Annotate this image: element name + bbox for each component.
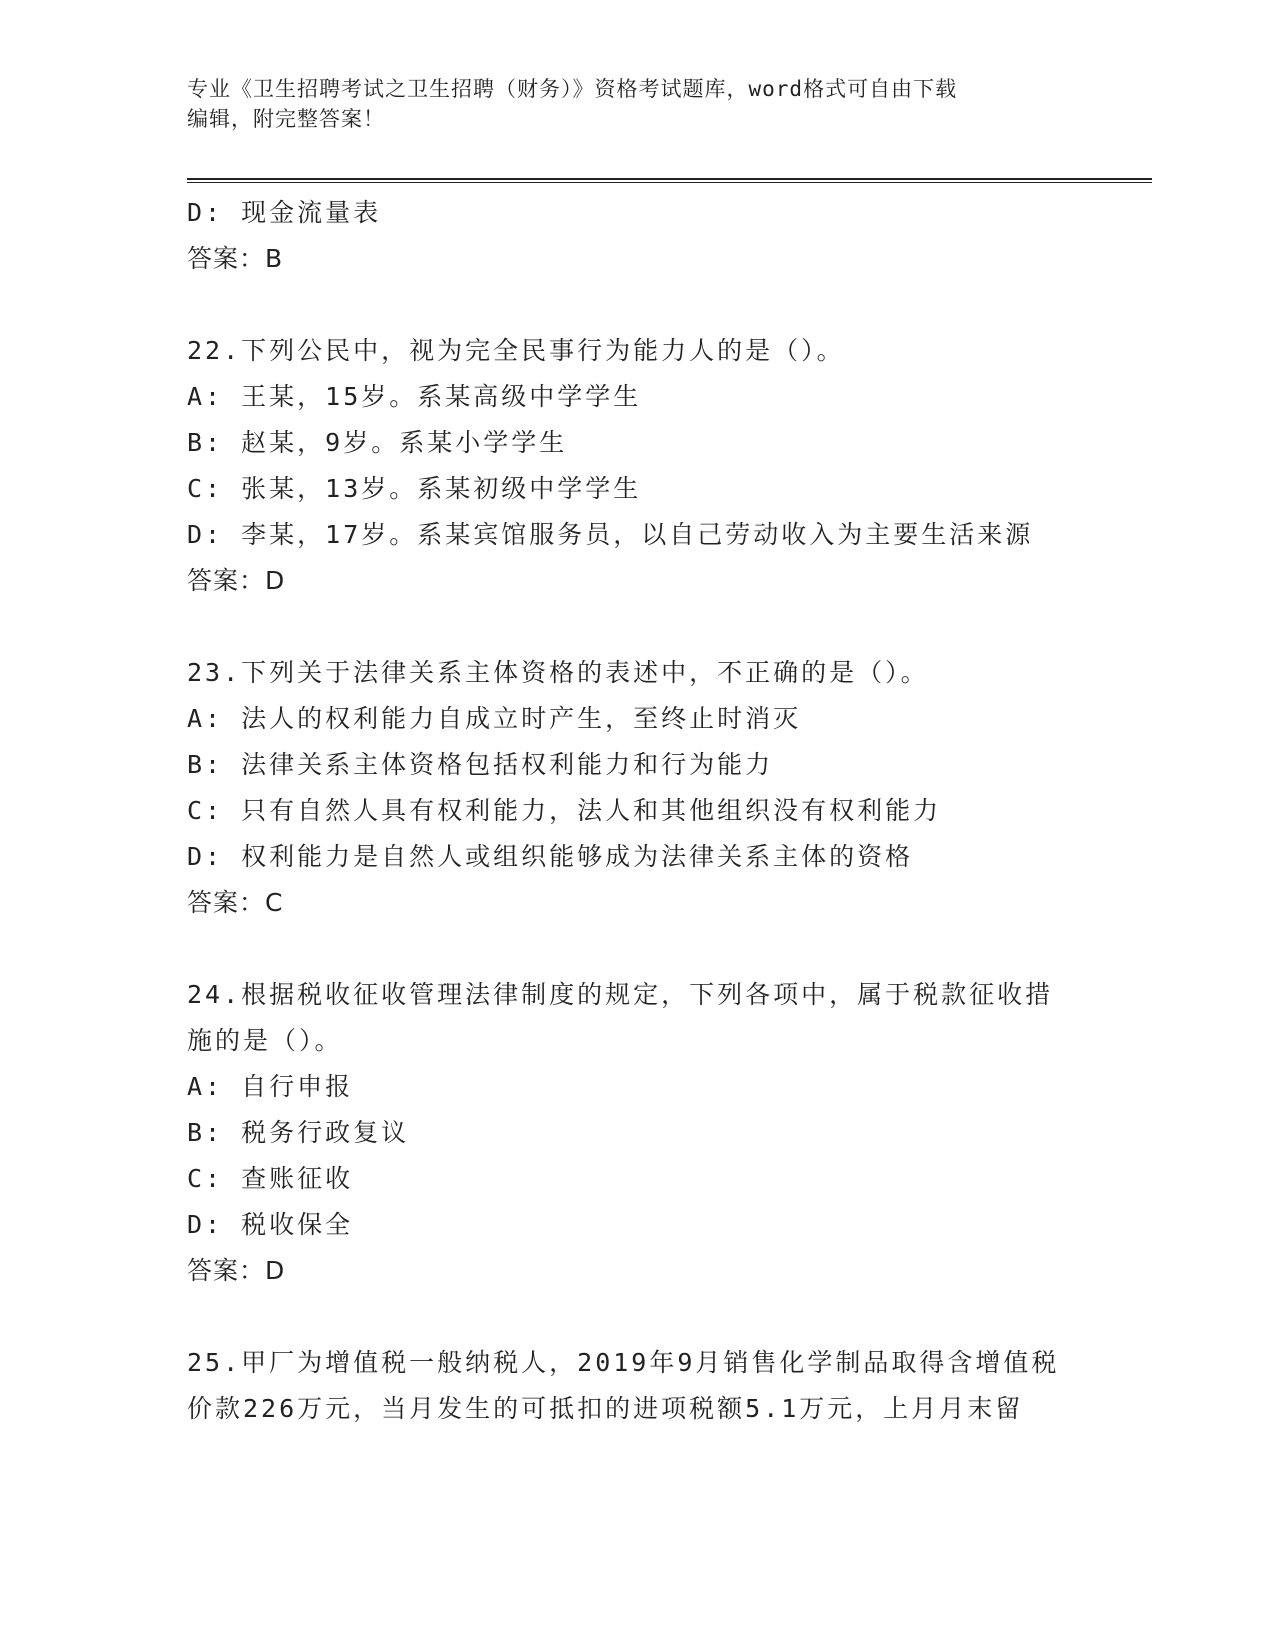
question-23: 23.下列关于法律关系主体资格的表述中，不正确的是（）。	[187, 658, 929, 687]
option-a: A: 法人的权利能力自成立时产生，至终止时消灭	[187, 704, 802, 733]
option-c: C: 张某，13岁。系某初级中学学生	[187, 474, 642, 503]
spacer	[187, 926, 1087, 972]
option-d: D: 现金流量表	[187, 198, 382, 227]
option-d: D: 李某，17岁。系某宾馆服务员，以自己劳动收入为主要生活来源	[187, 520, 1034, 549]
answer-label: 答案：C	[187, 888, 284, 917]
question-25-line-2: 价款226万元，当月发生的可抵扣的进项税额5.1万元，上月月末留	[187, 1394, 1024, 1423]
header-divider	[187, 178, 1152, 183]
answer-label: 答案：D	[187, 1256, 286, 1285]
option-a: A: 王某，15岁。系某高级中学学生	[187, 382, 642, 411]
header-line-2: 编辑，附完整答案！	[187, 107, 385, 131]
spacer	[187, 1294, 1087, 1340]
question-22: 22.下列公民中，视为完全民事行为能力人的是（）。	[187, 336, 845, 365]
answer-label: 答案：D	[187, 566, 286, 595]
option-b: B: 赵某，9岁。系某小学学生	[187, 428, 568, 457]
question-list	[187, 190, 1087, 1432]
document-header	[187, 74, 1087, 134]
question-24-line-2: 施的是（）。	[187, 1026, 343, 1055]
spacer	[187, 282, 1087, 328]
option-c: C: 只有自然人具有权利能力，法人和其他组织没有权利能力	[187, 796, 942, 825]
option-b: B: 税务行政复议	[187, 1118, 410, 1147]
option-b: B: 法律关系主体资格包括权利能力和行为能力	[187, 750, 774, 779]
option-a: A: 自行申报	[187, 1072, 354, 1101]
option-d: D: 税收保全	[187, 1210, 354, 1239]
header-line-1: 专业《卫生招聘考试之卫生招聘（财务）》资格考试题库，word格式可自由下载	[187, 77, 958, 101]
question-24-line-1: 24.根据税收征收管理法律制度的规定，下列各项中，属于税款征收措	[187, 980, 1054, 1009]
answer-label: 答案：B	[187, 244, 284, 273]
spacer	[187, 604, 1087, 650]
option-d: D: 权利能力是自然人或组织能够成为法律关系主体的资格	[187, 842, 914, 871]
option-c: C: 查账征收	[187, 1164, 354, 1193]
question-25-line-1: 25.甲厂为增值税一般纳税人，2019年9月销售化学制品取得含增值税	[187, 1348, 1060, 1377]
